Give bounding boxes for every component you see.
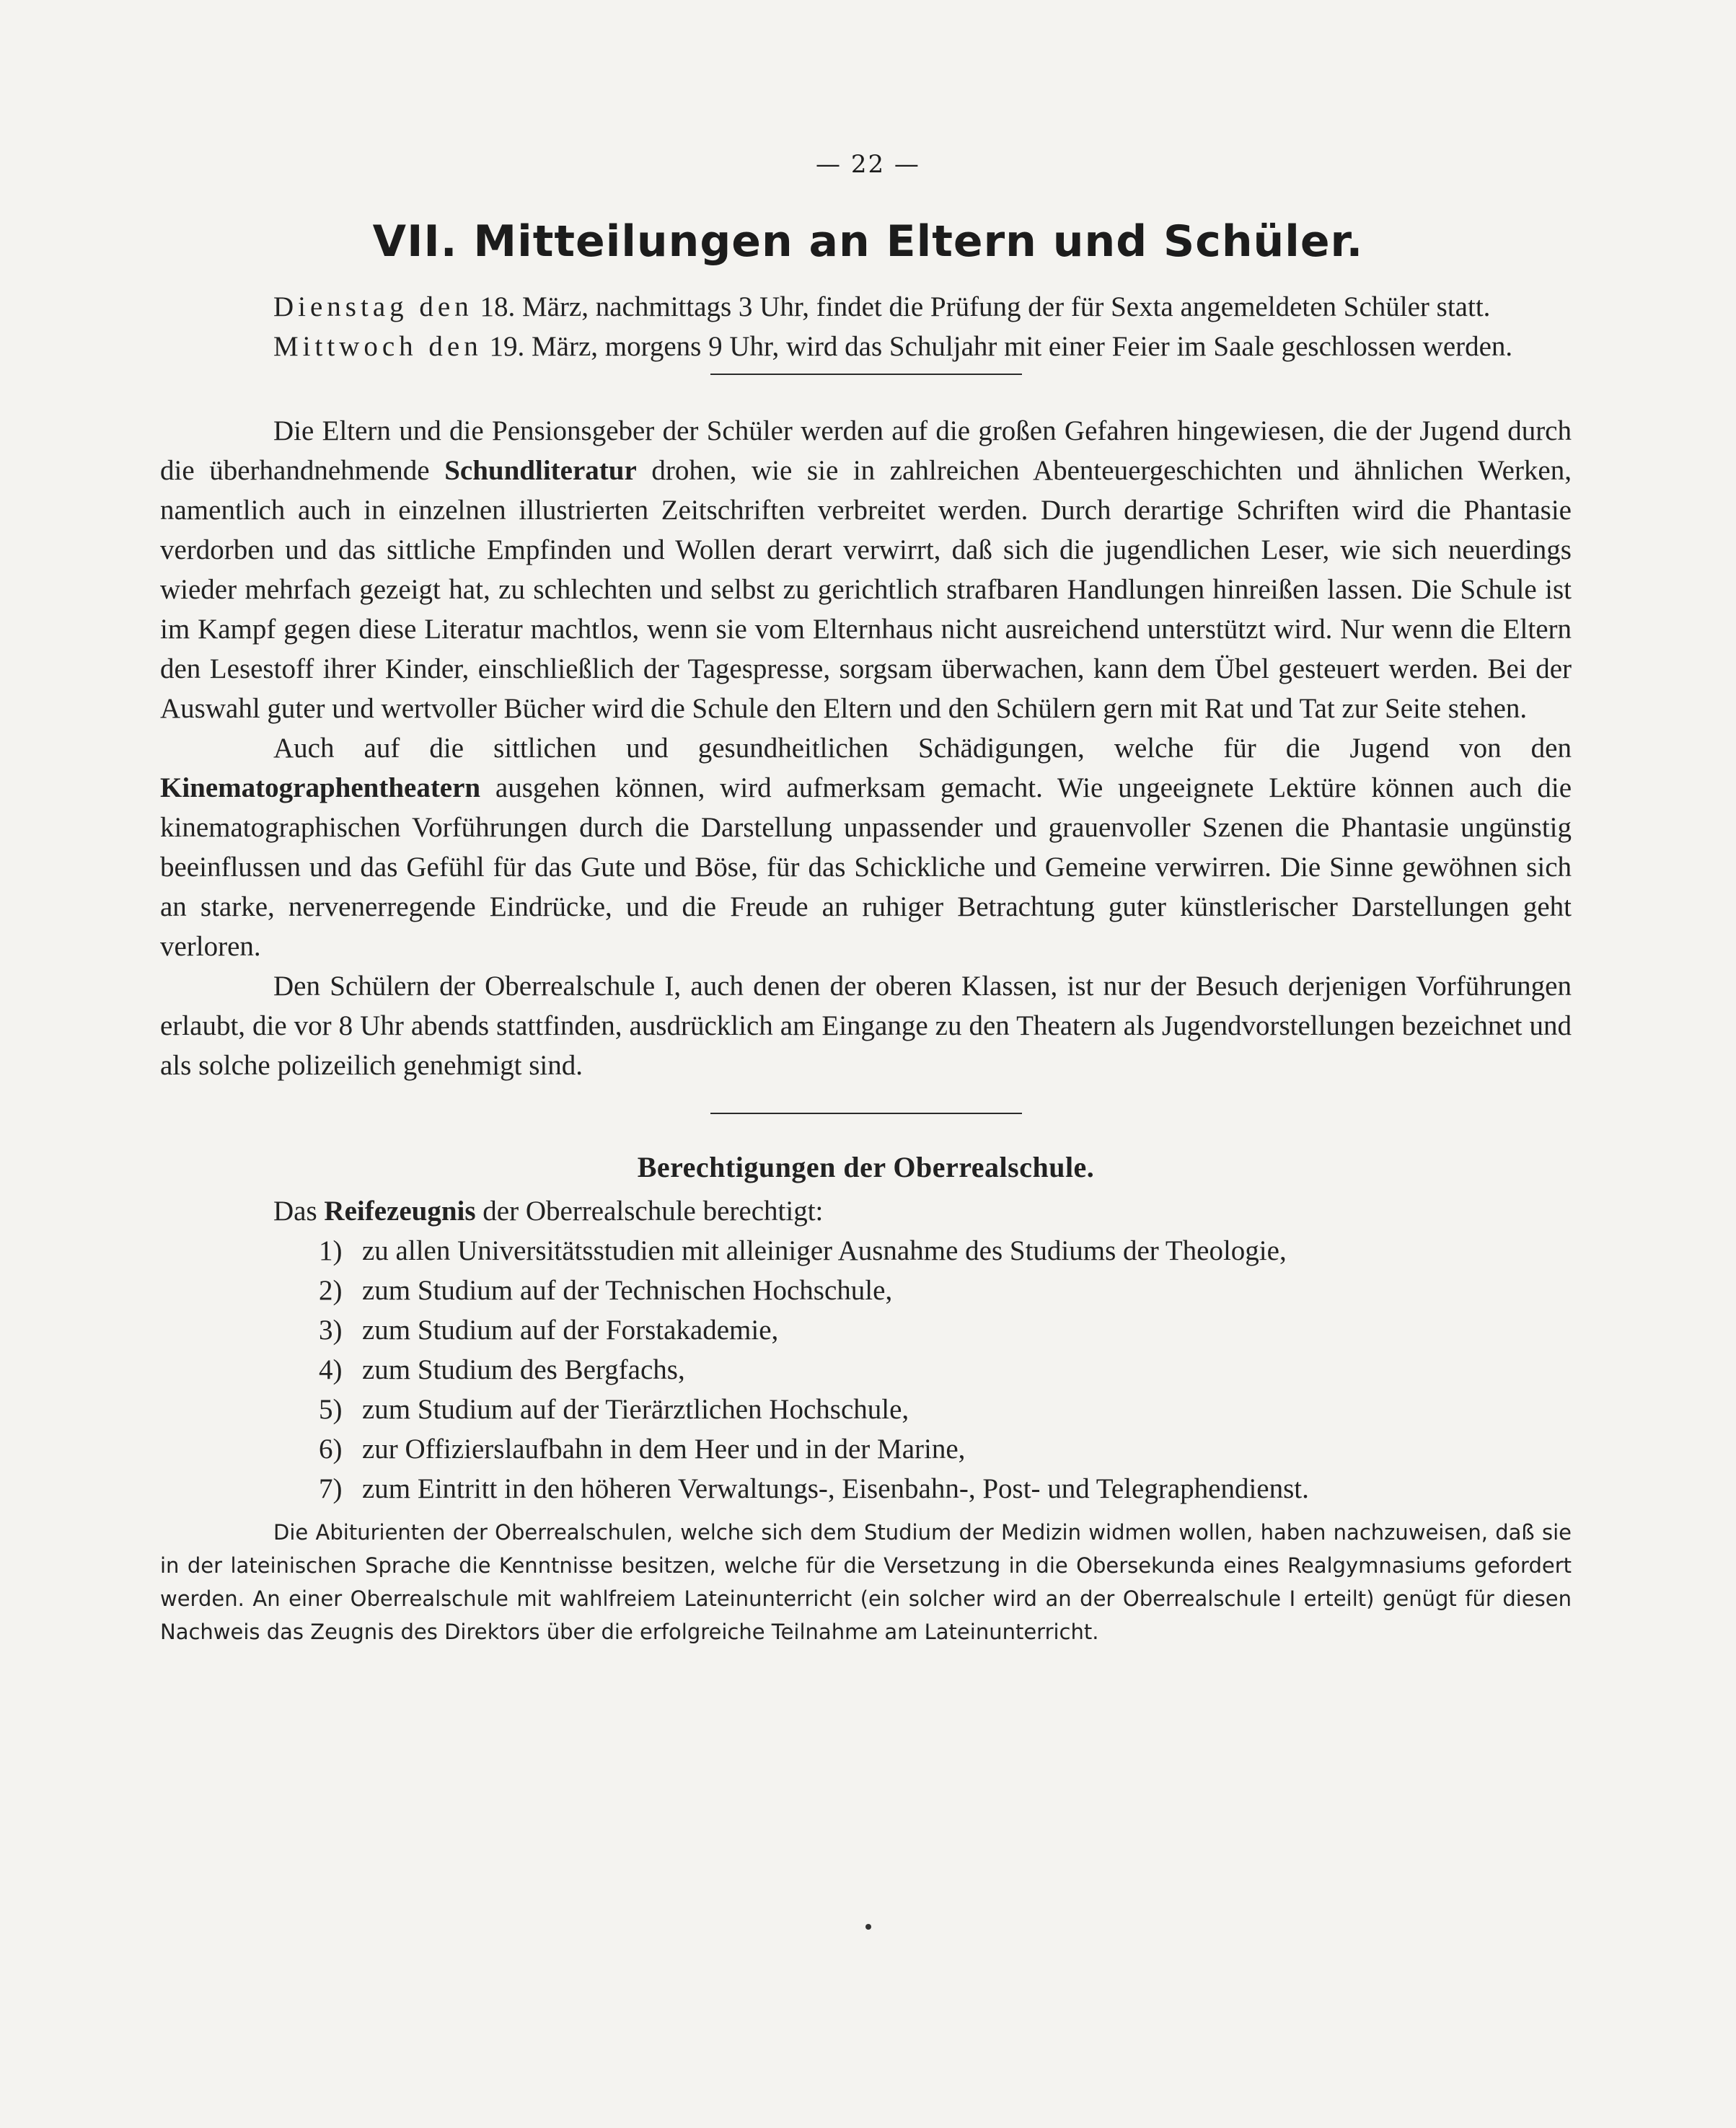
list-number: 5) <box>319 1394 343 1425</box>
bold-term: Schundliteratur <box>444 455 637 486</box>
entitlements-list <box>160 1231 1572 1509</box>
bold-term: Kinematographentheatern <box>160 772 481 803</box>
spaced-date-label: Mittwoch den <box>273 331 483 362</box>
list-text: zum Studium auf der Technischen Hochschule, <box>362 1275 893 1306</box>
list-text: zum Studium auf der Tierärztlichen Hochschule, <box>362 1394 909 1425</box>
list-number: 7) <box>319 1473 343 1504</box>
paragraph-exam-date <box>160 287 1572 327</box>
list-text: zur Offizierslaufbahn in dem Heer und in der Marine, <box>362 1434 966 1465</box>
list-item <box>319 1469 1572 1509</box>
paragraph-text: ausgehen können, wird aufmerksam gemacht. Wie ungeeignete Lektüre können auch die kinematographischen Vorführungen durch die Darstellung unpassender und grauenvoller Szenen die Phantasie ungünstig beeinflussen und das Gefühl für das Gute und Böse, für das Schickliche und Gemeine verwirren. Die Sinne gewöhnen sich an starke, nervenerregende Eindrücke, und die Freude an ruhiger Betrachtung guter künstlerischer Darstellungen geht verloren. <box>160 772 1572 962</box>
bold-term: Reifezeugnis <box>324 1196 476 1227</box>
list-intro <box>160 1191 1572 1231</box>
footnote-text: Die Abiturienten der Oberrealschulen, welche sich dem Studium der Medizin widmen wollen, haben nachzuweisen, daß sie in der lateinischen Sprache die Kenntnisse besitzen, welche für die Versetzung in die Obersekunda eines Realgymnasiums gefordert werden. An einer Oberrealschule mit wahlfreiem Lateinunterricht (ein solcher wird an der Oberrealschule I erteilt) genügt für diesen Nachweis das Zeugnis des Direktors über die erfolgreiche Teilnahme am Lateinunterricht. <box>160 1520 1572 1644</box>
list-item <box>319 1429 1572 1469</box>
list-number: 1) <box>319 1235 343 1266</box>
page-number: — 22 — <box>816 150 920 179</box>
list-text: zum Eintritt in den höheren Verwaltungs-, Eisenbahn-, Post- und Telegraphendienst. <box>362 1473 1309 1504</box>
ink-dot <box>865 1924 871 1930</box>
list-text: zum Studium auf der Forstakademie, <box>362 1315 779 1346</box>
paragraph-text: drohen, wie sie in zahlreichen Abenteuergeschichten und ähnlichen Werken, namentlich auch in einzelnen illustrierten Zeitschriften verbreitet werden. Durch derartige Schriften wird die Phantasie verdorben und das sittliche Empfinden und Wollen derart verwirrt, daß sich die jugendlichen Leser, wie sich neuerdings wieder mehrfach gezeigt hat, zu schlechten und selbst zu gerichtlich strafbaren Handlungen hinreißen lassen. Die Schule ist im Kampf gegen diese Literatur machtlos, wenn sie vom Elternhaus nicht ausreichend unterstützt wird. Nur wenn die Eltern den Lesestoff ihrer Kinder, einschließlich der Tagespresse, sorgsam überwachen, kann dem Übel gesteuert werden. Bei der Auswahl guter und wertvoller Bücher wird die Schule den Eltern und den Schülern gern mit Rat und Tat zur Seite stehen. <box>160 455 1572 724</box>
list-text: zum Studium des Bergfachs, <box>362 1354 685 1385</box>
paragraph-text: Die Eltern und die Pensionsgeber der Schüler werden auf die großen Gefahren hingewiesen, die der Jugend durch die überhandnehmende <box>160 415 1572 486</box>
divider-rule <box>710 374 1022 375</box>
list-item <box>319 1350 1572 1390</box>
paragraph-text: 18. März, nachmittags 3 Uhr, findet die Prüfung der für Sexta angemeldeten Schüler statt. <box>472 291 1491 322</box>
list-number: 6) <box>319 1434 343 1465</box>
list-item <box>319 1310 1572 1350</box>
list-item <box>319 1271 1572 1310</box>
divider-rule <box>710 1113 1022 1114</box>
paragraph-closing-date <box>160 327 1572 366</box>
list-number: 2) <box>319 1275 343 1306</box>
paragraph-text: Auch auf die sittlichen und gesundheitlichen Schädigungen, welche für die Jugend von den <box>273 733 1572 764</box>
paragraph-vorfuehrungen: Den Schülern der Oberrealschule I, auch denen der oberen Klassen, ist nur der Besuch derjenigen Vorführungen erlaubt, die vor 8 Uhr abends stattfinden, ausdrücklich am Eingange zu den Theatern als Jugendvorstellungen bezeichnet und als solche polizeilich genehmigt sind. <box>160 971 1572 1081</box>
list-item <box>319 1390 1572 1429</box>
section-heading: Berechtigungen der Oberrealschule. <box>637 1151 1095 1183</box>
page-title: VII. Mitteilungen an Eltern und Schüler. <box>372 216 1364 267</box>
list-number: 4) <box>319 1354 343 1385</box>
paragraph-schundliteratur <box>160 411 1572 728</box>
list-number: 3) <box>319 1315 343 1346</box>
paragraph-kinematograph <box>160 728 1572 966</box>
intro-text: Das <box>273 1196 325 1227</box>
intro-text: der Oberrealschule berechtigt: <box>475 1196 824 1227</box>
list-item <box>319 1231 1572 1271</box>
spaced-date-label: Dienstag den <box>273 291 473 322</box>
main-text <box>160 287 1572 1648</box>
list-text: zu allen Universitätsstudien mit alleiniger Ausnahme des Studiums der Theologie, <box>362 1235 1287 1266</box>
paragraph-text: 19. März, morgens 9 Uhr, wird das Schuljahr mit einer Feier im Saale geschlossen werden. <box>482 331 1513 362</box>
